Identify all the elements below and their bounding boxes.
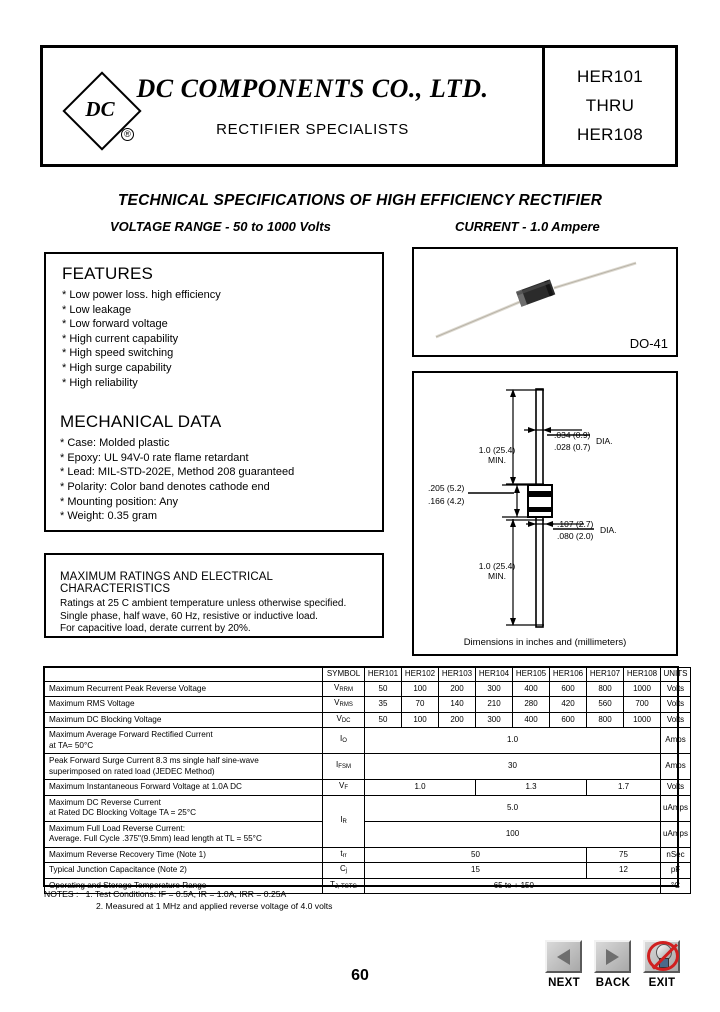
table-cell: 600 xyxy=(550,712,587,728)
table-cell: 600 xyxy=(550,681,587,697)
row-description: Maximum RMS Voltage xyxy=(45,697,323,713)
triangle-left-icon xyxy=(557,949,570,965)
table-row xyxy=(45,697,691,713)
table-row xyxy=(45,863,691,879)
features-heading: FEATURES xyxy=(62,264,154,283)
back-button[interactable] xyxy=(594,940,631,973)
list-item: * Low leakage xyxy=(62,303,132,316)
table-row xyxy=(45,821,691,847)
list-item: * Low power loss. high efficiency xyxy=(62,289,221,301)
row-symbol: IFSM xyxy=(323,754,365,780)
row-description: Maximum DC Blocking Voltage xyxy=(45,712,323,728)
table-corner-cell xyxy=(45,668,323,682)
table-cell-span: 100 xyxy=(365,821,661,847)
table-cell-group: 1.7 xyxy=(587,780,661,796)
row-description: Maximum Instantaneous Forward Voltage at 1.0A DC xyxy=(45,780,323,796)
bottom-lead-length-label: 1.0 (25.4) xyxy=(478,561,516,571)
company-name: DC COMPONENTS CO., LTD. xyxy=(136,74,489,103)
package-type-label: DO-41 xyxy=(629,336,668,351)
features-list xyxy=(62,288,382,390)
voltage-range-label: VOLTAGE RANGE - 50 to 1000 Volts xyxy=(110,219,331,234)
list-item: * High reliability xyxy=(62,376,138,389)
table-cell-span: -65 to + 150 xyxy=(365,878,661,894)
list-item: * Low forward voltage xyxy=(62,318,168,331)
mechanical-data-list xyxy=(60,436,382,524)
body-diameter-max-label: .107 (2.7) xyxy=(557,519,594,529)
table-cell: 700 xyxy=(624,697,661,713)
table-row xyxy=(45,681,691,697)
table-row xyxy=(45,712,691,728)
table-cell: 800 xyxy=(587,681,624,697)
row-symbol: VDC xyxy=(323,712,365,728)
table-cell-group: 75 xyxy=(587,847,661,863)
row-symbol: VRRM xyxy=(323,681,365,697)
row-symbol: IO xyxy=(323,728,365,754)
table-cell: 200 xyxy=(439,681,476,697)
row-symbol: trr xyxy=(323,847,365,863)
row-units: nSec xyxy=(661,847,691,863)
table-cell-group: 1.3 xyxy=(476,780,587,796)
body-diameter-dia-label: DIA. xyxy=(600,525,617,535)
table-cell: 1000 xyxy=(624,712,661,728)
table-cell: 70 xyxy=(402,697,439,713)
list-item: * Case: Molded plastic xyxy=(60,437,170,450)
column-header-part: HER107 xyxy=(587,668,624,682)
lightbulb-no-entry-icon xyxy=(645,940,678,973)
table-row xyxy=(45,754,691,780)
table-cell-span: 1.0 xyxy=(365,728,661,754)
column-header-part: HER106 xyxy=(550,668,587,682)
table-cell-span: 5.0 xyxy=(365,795,661,821)
registered-trademark-icon: ® xyxy=(121,128,134,141)
page-header xyxy=(40,45,678,167)
triangle-right-icon xyxy=(606,949,619,965)
company-tagline: RECTIFIER SPECIALISTS xyxy=(216,121,409,138)
list-item: * High speed switching xyxy=(62,347,174,360)
body-length-min-label: .166 (4.2) xyxy=(428,496,465,506)
row-units: Amps xyxy=(661,728,691,754)
row-units: pF xyxy=(661,863,691,879)
table-cell: 100 xyxy=(402,712,439,728)
column-header-symbol: SYMBOL xyxy=(323,668,365,682)
table-cell: 800 xyxy=(587,712,624,728)
row-units: Volts xyxy=(661,697,691,713)
row-description: Maximum Reverse Recovery Time (Note 1) xyxy=(45,847,323,863)
ratings-condition-line: Ratings at 25 C ambient temperature unless otherwise specified. xyxy=(60,598,347,609)
next-button-label: NEXT xyxy=(548,977,580,989)
table-cell: 200 xyxy=(439,712,476,728)
row-description: Maximum Average Forward Rectified Current at TA= 50°C xyxy=(45,728,323,754)
column-header-part: HER102 xyxy=(402,668,439,682)
table-cell: 140 xyxy=(439,697,476,713)
current-label: CURRENT - 1.0 Ampere xyxy=(455,219,600,234)
bottom-lead-length-min-label: MIN. xyxy=(488,571,506,581)
table-cell: 100 xyxy=(402,681,439,697)
table-cell-group: 15 xyxy=(365,863,587,879)
table-row xyxy=(45,847,691,863)
row-units: Volts xyxy=(661,712,691,728)
note-2-text: 2. Measured at 1 MHz and applied reverse voltage of 4.0 volts xyxy=(96,900,333,911)
list-item: * Polarity: Color band denotes cathode end xyxy=(60,480,270,493)
table-cell: 1000 xyxy=(624,681,661,697)
column-header-part: HER108 xyxy=(624,668,661,682)
row-units: Amps xyxy=(661,754,691,780)
table-cell: 420 xyxy=(550,697,587,713)
row-symbol: Cj xyxy=(323,863,365,879)
ratings-condition-line: For capacitive load, derate current by 20%. xyxy=(60,623,251,635)
header-company-block xyxy=(43,48,545,164)
table-row xyxy=(45,780,691,796)
row-symbol: VRMS xyxy=(323,697,365,713)
table-cell: 50 xyxy=(365,681,402,697)
next-button[interactable] xyxy=(545,940,582,973)
table-cell: 560 xyxy=(587,697,624,713)
table-cell: 210 xyxy=(476,697,513,713)
logo-monogram: DC xyxy=(85,96,115,121)
maximum-ratings-box xyxy=(44,553,384,638)
row-units: uAmps xyxy=(661,795,691,821)
table-cell: 280 xyxy=(513,697,550,713)
top-lead-length-label: 1.0 (25.4) xyxy=(478,445,516,455)
exit-button[interactable] xyxy=(643,940,680,973)
features-mechanical-box xyxy=(44,252,384,532)
mechanical-data-heading: MECHANICAL DATA xyxy=(60,412,222,432)
package-photo-panel xyxy=(412,247,678,357)
column-header-part: HER103 xyxy=(439,668,476,682)
lead-diameter-min-label: .028 (0.7) xyxy=(554,442,591,452)
table-cell: 400 xyxy=(513,681,550,697)
dimension-drawing-panel xyxy=(412,371,678,656)
notes-line-1 xyxy=(44,889,332,901)
row-units: Volts xyxy=(661,780,691,796)
body-diameter-min-label: .080 (2.0) xyxy=(557,531,594,541)
row-units: uAmps xyxy=(661,821,691,847)
row-description: Typical Junction Capacitance (Note 2) xyxy=(45,863,323,879)
list-item: * Mounting position: Any xyxy=(60,495,179,508)
mechanical-data-section xyxy=(46,390,382,524)
navigation-bar xyxy=(545,940,680,1002)
row-description: Maximum DC Reverse Current at Rated DC Blocking Voltage TA = 25°C xyxy=(45,795,323,821)
row-symbol: TJ, TSTG xyxy=(323,878,365,894)
body-length-max-label: .205 (5.2) xyxy=(428,483,465,493)
table-cell-group: 12 xyxy=(587,863,661,879)
table-row xyxy=(45,728,691,754)
specifications-table xyxy=(44,667,691,894)
note-1-text: 1. Test Conditions: IF = 0.5A, IR = 1.0A, IRR = 0.25A xyxy=(85,889,287,899)
table-cell: 35 xyxy=(365,697,402,713)
maximum-ratings-heading: MAXIMUM RATINGS AND ELECTRICAL CHARACTERISTICS xyxy=(60,571,273,595)
list-item: * Lead: MIL-STD-202E, Method 208 guaranteed xyxy=(60,466,295,479)
row-units: °C xyxy=(661,878,691,894)
features-section xyxy=(46,254,382,390)
part-number-block xyxy=(545,48,675,164)
column-header-part: HER104 xyxy=(476,668,513,682)
row-description: Operating and Storage Temperature Range xyxy=(45,878,323,894)
list-item: * Epoxy: UL 94V-0 rate flame retardant xyxy=(60,451,249,464)
part-number-first: HER101 xyxy=(576,67,644,86)
back-button-label: BACK xyxy=(595,977,631,989)
row-symbol: VF xyxy=(323,780,365,796)
column-header-units: UNITS xyxy=(661,668,691,682)
lead-diameter-max-label: .034 (0.9) xyxy=(554,430,591,440)
list-item: * High surge capability xyxy=(62,361,172,374)
table-header-row xyxy=(45,668,691,682)
part-number-last: HER108 xyxy=(576,125,644,144)
dimension-drawing xyxy=(414,373,676,654)
table-cell-group: 50 xyxy=(365,847,587,863)
table-row xyxy=(45,795,691,821)
table-cell-span: 30 xyxy=(365,754,661,780)
row-description: Peak Forward Surge Current 8.3 ms single half sine-wave superimposed on rated load (JEDEC Method) xyxy=(45,754,323,780)
row-units: Volts xyxy=(661,681,691,697)
lead-diameter-dia-label: DIA. xyxy=(596,436,613,446)
table-cell-group: 1.0 xyxy=(365,780,476,796)
table-cell: 400 xyxy=(513,712,550,728)
column-header-part: HER101 xyxy=(365,668,402,682)
row-symbol: IR xyxy=(323,795,365,847)
page-title: TECHNICAL SPECIFICATIONS OF HIGH EFFICIENCY RECTIFIER xyxy=(117,192,603,209)
column-header-part: HER105 xyxy=(513,668,550,682)
row-description: Maximum Full Load Reverse Current: Average. Full Cycle .375"(9.5mm) lead length at TL = 55°C xyxy=(45,821,323,847)
notes-label: NOTES : xyxy=(44,889,79,899)
table-cell: 300 xyxy=(476,681,513,697)
table-cell: 300 xyxy=(476,712,513,728)
dimension-caption: Dimensions in inches and (millimeters) xyxy=(463,637,627,648)
list-item: * Weight: 0.35 gram xyxy=(60,510,158,523)
ratings-condition-line: Single phase, half wave, 60 Hz, resistive or inductive load. xyxy=(60,610,318,622)
exit-button-label: EXIT xyxy=(648,977,676,989)
row-description: Maximum Recurrent Peak Reverse Voltage xyxy=(45,681,323,697)
part-number-thru: THRU xyxy=(585,96,635,115)
list-item: * High current capability xyxy=(62,332,179,345)
table-cell: 50 xyxy=(365,712,402,728)
top-lead-length-min-label: MIN. xyxy=(488,455,506,465)
notes-section xyxy=(44,889,332,912)
page-number: 60 xyxy=(351,967,369,984)
